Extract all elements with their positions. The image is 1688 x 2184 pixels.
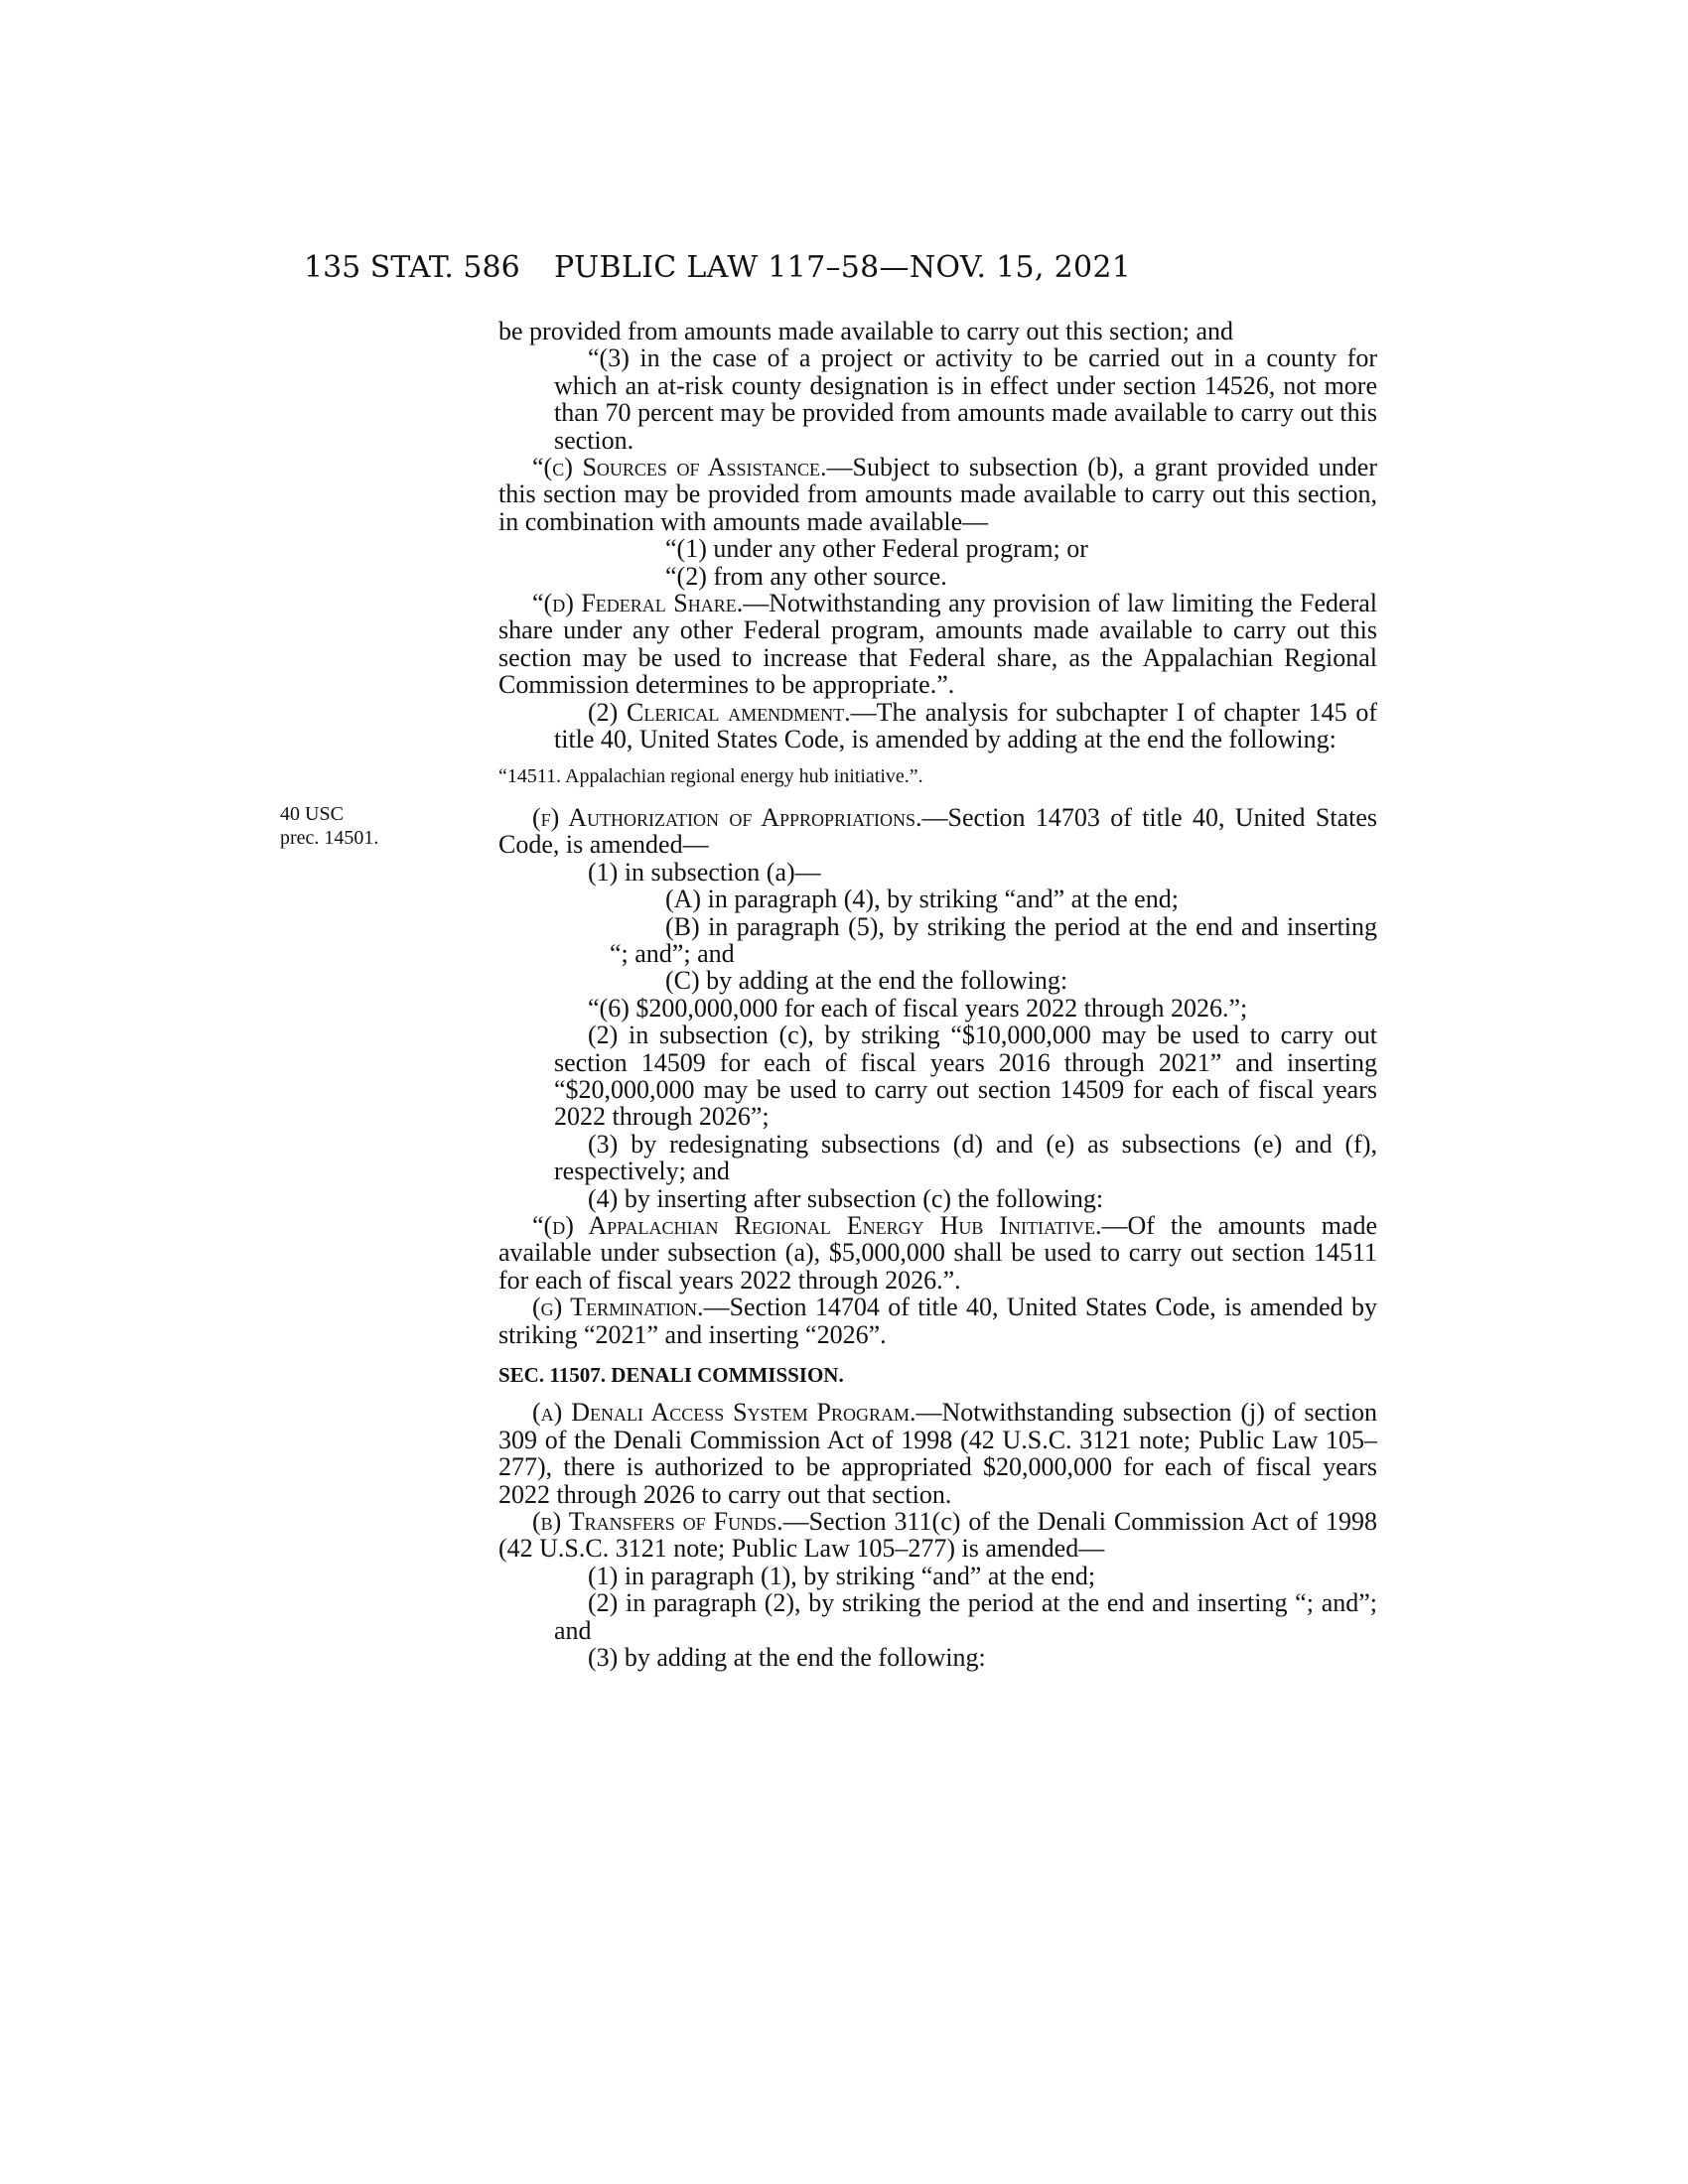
paragraph-text: —Section 14703 of title 40, United States Code, is amended—: [498, 802, 1377, 860]
paragraph: (4) by inserting after subsection (c) the following:: [588, 1183, 1104, 1213]
paragraph-text: —The analysis for subchapter I of chapter 145 of title 40, United States Code, is amended by adding at the end the following:: [554, 697, 1377, 754]
paragraph: “(1) under any other Federal program; or: [665, 534, 1088, 564]
paragraph: [498, 804, 1377, 859]
paragraph: “(6) $200,000,000 for each of fiscal years 2022 through 2026.”;: [588, 993, 1248, 1023]
subsection-heading: “(c) Sources of Assistance.: [532, 453, 827, 482]
subsection-heading: (a) Denali Access System Program.: [532, 1398, 916, 1428]
paragraph: [498, 590, 1377, 699]
law-text-body: [498, 318, 1377, 1672]
paragraph: (1) in subsection (a)—: [588, 857, 821, 887]
paragraph: (3) by redesignating subsections (d) and (e) as subsections (e) and (f), respectively; and: [554, 1129, 1377, 1186]
margin-note-line: 40 USC: [280, 803, 344, 825]
paragraph-text: —Section 311(c) of the Denali Commission Act of 1998 (42 U.S.C. 3121 note; Public Law 105–277) is amended—: [498, 1507, 1378, 1564]
subsection-heading: “(d) Appalachian Regional Energy Hub Initiative.: [532, 1211, 1102, 1240]
paragraph: (A) in paragraph (4), by striking “and” at the end;: [665, 885, 1179, 914]
section-heading: SEC. 11507. DENALI COMMISSION.: [498, 1363, 844, 1388]
paragraph: (3) by adding at the end the following:: [588, 1643, 986, 1673]
paragraph: [498, 699, 1377, 753]
subsection-heading: (g) Termination.: [532, 1293, 704, 1322]
paragraph: “(3) in the case of a project or activity to be carried out in a county for which an at-risk county designation is in effect under section 14526, not more than 70 percent may be provided from amounts made available to carry out this section.: [554, 343, 1377, 455]
paragraph: (2) in paragraph (2), by striking the period at the end and inserting “; and”; and: [554, 1588, 1377, 1645]
paragraph-text: —Notwithstanding any provision of law limiting the Federal share under any other Federal program, amounts made available to carry out this section may be used to increase that Federal share, as the Appalachian Regional Commission determines to be appropriate.”.: [498, 589, 1378, 700]
paragraph: [498, 1212, 1377, 1294]
subsection-heading: (2) Clerical amendment.: [588, 697, 851, 727]
paragraph: [498, 1508, 1377, 1563]
subsection-heading: “(d) Federal Share.: [532, 589, 744, 618]
paragraph-text: —Notwithstanding subsection (j) of section 309 of the Denali Commission Act of 1998 (42 U.S.C. 3121 note; Public Law 105–277), there is authorized to be appropriated $20,000,000 for each of fiscal years 2022 through 2026 to carry out that section.: [498, 1398, 1377, 1509]
paragraph: [498, 1294, 1377, 1348]
subsection-heading: (b) Transfers of Funds.: [532, 1507, 783, 1537]
margin-citation-note: [280, 802, 378, 850]
paragraph: (2) in subsection (c), by striking “$10,000,000 may be used to carry out section 14509 for each of fiscal years 2016 through 2021” and inserting “$20,000,000 may be used to carry out section 14509 for each of fiscal years 2022 through 2026”;: [554, 1021, 1377, 1132]
paragraph-text: —Subject to subsection (b), a grant provided under this section may be provided from amounts made available to carry out this section, in combination with amounts made available—: [498, 453, 1377, 536]
paragraph: (C) by adding at the end the following:: [665, 966, 1068, 996]
paragraph: be provided from amounts made available to carry out this section; and: [498, 317, 1234, 345]
paragraph-text: —Of the amounts made available under subsection (a), $5,000,000 shall be used to carry out section 14511 for each of fiscal years 2022 through 2026.”.: [498, 1211, 1378, 1295]
stat-page-reference: 135 STAT. 586: [304, 250, 520, 285]
paragraph-text: —Section 14704 of title 40, United States Code, is amended by striking “2021” and inserting “2026”.: [498, 1293, 1377, 1349]
margin-note-line: prec. 14501.: [280, 827, 379, 849]
subsection-heading: (f) Authorization of Appropriations.: [532, 802, 922, 832]
table-of-contents-entry: “14511. Appalachian regional energy hub initiative.”.: [498, 764, 923, 787]
paragraph: [498, 454, 1377, 535]
paragraph: “(2) from any other source.: [665, 561, 947, 591]
paragraph: (1) in paragraph (1), by striking “and” at the end;: [588, 1561, 1096, 1590]
paragraph: [498, 1399, 1377, 1508]
paragraph: (B) in paragraph (5), by striking the period at the end and inserting “; and”; and: [610, 911, 1377, 968]
public-law-header: PUBLIC LAW 117–58—NOV. 15, 2021: [554, 250, 1132, 285]
